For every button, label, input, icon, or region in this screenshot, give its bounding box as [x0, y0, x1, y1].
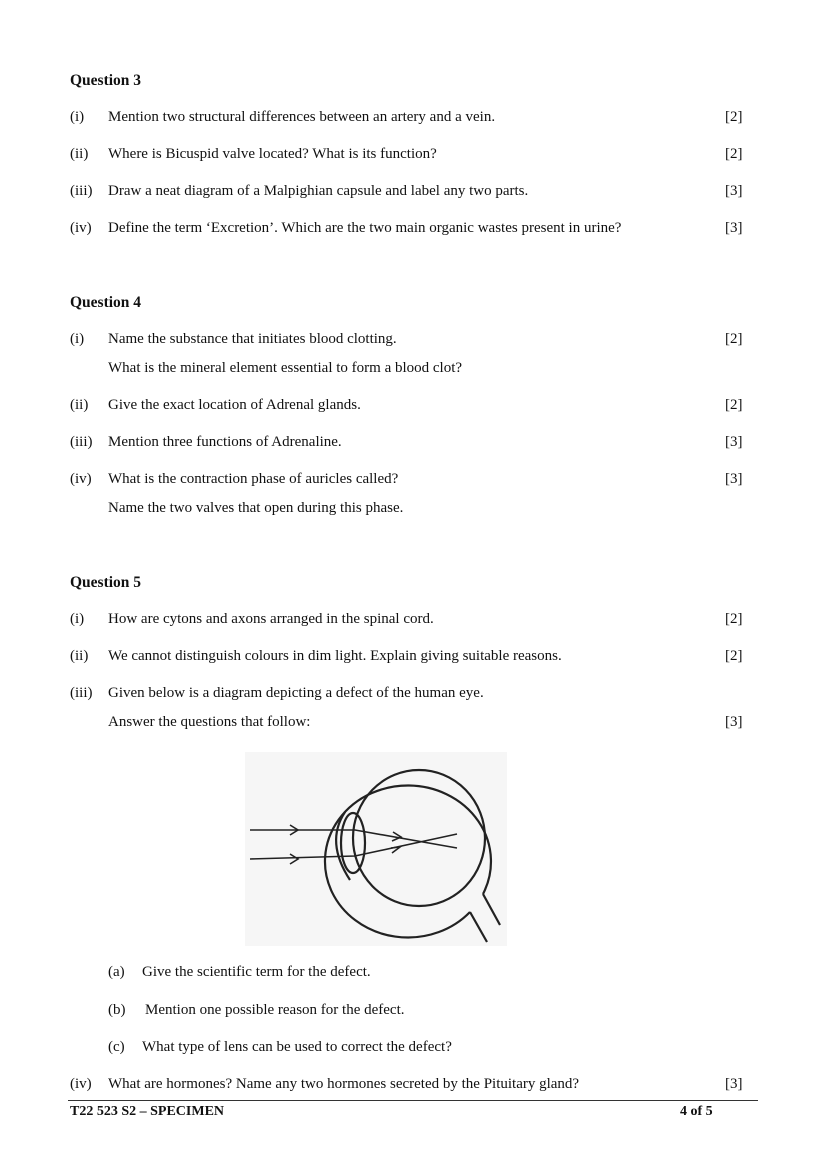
question-5-heading: Question 5: [70, 574, 142, 591]
q5-iv-number: (iv): [70, 1076, 92, 1092]
q5-iii-text2: Answer the questions that follow:: [108, 714, 311, 730]
q4-i-text2: What is the mineral element essential to form a blood clot?: [108, 360, 463, 376]
eye-defect-diagram: [245, 752, 507, 946]
q4-iv-text2: Name the two valves that open during this phase.: [108, 500, 404, 516]
eye-retina: [353, 770, 485, 906]
q5-iii-number: (iii): [70, 685, 93, 701]
q5-iii-a-label: (a): [108, 964, 125, 980]
q4-iii-number: (iii): [70, 434, 93, 450]
q5-iv-text: What are hormones? Name any two hormones secreted by the Pituitary gland?: [108, 1076, 580, 1092]
q4-iii-text: Mention three functions of Adrenaline.: [108, 434, 342, 450]
q5-iii-text: Given below is a diagram depicting a defect of the human eye.: [108, 685, 484, 701]
question-3-heading: Question 3: [70, 72, 142, 89]
q3-ii-number: (ii): [70, 146, 89, 162]
q5-i-marks: [2]: [725, 611, 743, 627]
footer-rule: [68, 1100, 758, 1101]
q3-i-text: Mention two structural differences between an artery and a vein.: [108, 109, 496, 125]
q4-i-number: (i): [70, 331, 85, 347]
q5-i-text: How are cytons and axons arranged in the spinal cord.: [108, 611, 434, 627]
q3-iii-text: Draw a neat diagram of a Malpighian capsule and label any two parts.: [108, 183, 529, 199]
q3-iv-text: Define the term ‘Excretion’. Which are the two main organic wastes present in urine?: [108, 220, 622, 236]
q5-iii-c-label: (c): [108, 1039, 125, 1055]
q5-ii-number: (ii): [70, 648, 89, 664]
q3-iv-marks: [3]: [725, 220, 743, 236]
q5-i-number: (i): [70, 611, 85, 627]
optic-nerve: [470, 894, 500, 942]
q4-ii-number: (ii): [70, 397, 89, 413]
q3-iii-number: (iii): [70, 183, 93, 199]
q5-iii-a-text: Give the scientific term for the defect.: [142, 964, 371, 980]
q4-ii-text: Give the exact location of Adrenal glands.: [108, 397, 361, 413]
q4-i-marks: [2]: [725, 331, 743, 347]
q4-i-text: Name the substance that initiates blood clotting.: [108, 331, 397, 347]
q4-iii-marks: [3]: [725, 434, 743, 450]
q5-iii-b-text: Mention one possible reason for the defect.: [145, 1002, 405, 1018]
q5-iii-c-text: What type of lens can be used to correct the defect?: [142, 1039, 452, 1055]
q5-iii-marks: [3]: [725, 714, 743, 730]
q5-ii-text: We cannot distinguish colours in dim light. Explain giving suitable reasons.: [108, 648, 562, 664]
footer-page-number: 4 of 5: [680, 1104, 713, 1119]
q3-iv-number: (iv): [70, 220, 92, 236]
q4-ii-marks: [2]: [725, 397, 743, 413]
footer-code: T22 523 S2 – SPECIMEN: [70, 1104, 225, 1119]
question-4-heading: Question 4: [70, 294, 142, 311]
q5-iv-marks: [3]: [725, 1076, 743, 1092]
eye-outer-wall: [325, 786, 491, 938]
q3-iii-marks: [3]: [725, 183, 743, 199]
q5-iii-b-label: (b): [108, 1002, 126, 1018]
q4-iv-text: What is the contraction phase of auricles called?: [108, 471, 399, 487]
q3-ii-text: Where is Bicuspid valve located? What is its function?: [108, 146, 437, 162]
q3-ii-marks: [2]: [725, 146, 743, 162]
q5-ii-marks: [2]: [725, 648, 743, 664]
q3-i-marks: [2]: [725, 109, 743, 125]
q3-i-number: (i): [70, 109, 85, 125]
q4-iv-number: (iv): [70, 471, 92, 487]
q4-iv-marks: [3]: [725, 471, 743, 487]
